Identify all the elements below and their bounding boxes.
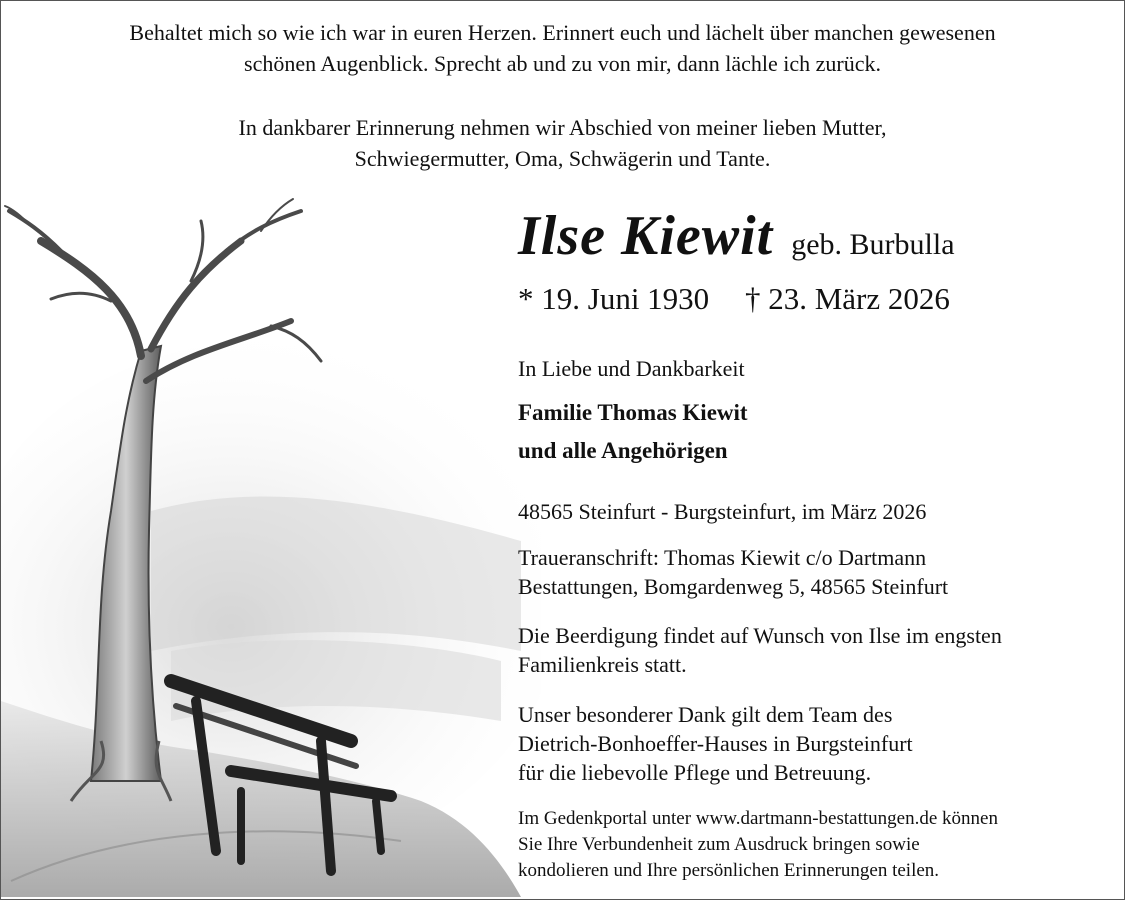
address-line: Bestattungen, Bomgardenweg 5, 48565 Steinfurt — [518, 574, 949, 599]
poem-line: Behaltet mich so wie ich war in euren Herzen. Erinnert euch und lächelt über manchen gewesenen — [129, 20, 996, 45]
deceased-name-line — [518, 204, 1118, 268]
memorial-portal-note — [518, 806, 1118, 884]
relatives: und alle Angehörigen — [518, 438, 728, 463]
funeral-line: Die Beerdigung findet auf Wunsch von Ilse im engsten — [518, 623, 1002, 648]
thanks-note — [518, 700, 1118, 787]
farewell-line: In dankbarer Erinnerung nehmen wir Abschied von meiner lieben Mutter, — [238, 115, 887, 140]
funeral-line: Familienkreis statt. — [518, 652, 687, 677]
poem — [1, 17, 1124, 79]
place-date-text: 48565 Steinfurt - Burgsteinfurt, im März 2026 — [518, 499, 927, 524]
life-dates — [518, 281, 1118, 317]
place-date — [518, 497, 1118, 526]
death-date: † 23. März 2026 — [744, 281, 950, 316]
family-name: Familie Thomas Kiewit — [518, 400, 748, 425]
thanks-line: Dietrich-Bonhoeffer-Hauses in Burgsteinfurt — [518, 731, 913, 756]
farewell-text — [1, 112, 1124, 174]
funeral-info — [518, 621, 1118, 679]
portal-line: Sie Ihre Verbundenheit zum Ausdruck bringen sowie — [518, 834, 920, 855]
portal-line: kondolieren und Ihre persönlichen Erinnerungen teilen. — [518, 860, 940, 881]
deceased-name: Ilse Kiewit — [518, 205, 774, 267]
mourning-address — [518, 543, 1118, 601]
mourners-intro — [518, 354, 1118, 383]
portal-line: Im Gedenkportal unter www.dartmann-bestattungen.de können — [518, 808, 998, 829]
mourners-names — [518, 394, 1118, 470]
thanks-line: für die liebevolle Pflege und Betreuung. — [518, 760, 872, 785]
farewell-line: Schwiegermutter, Oma, Schwägerin und Tante. — [354, 146, 771, 171]
tree-and-bench-illustration — [1, 181, 541, 897]
birth-date: * 19. Juni 1930 — [518, 281, 710, 316]
address-line: Traueranschrift: Thomas Kiewit c/o Dartmann — [518, 545, 927, 570]
thanks-line: Unser besonderer Dank gilt dem Team des — [518, 702, 893, 727]
maiden-name: geb. Burbulla — [791, 228, 955, 261]
mourners-intro-text: In Liebe und Dankbarkeit — [518, 356, 745, 381]
poem-line: schönen Augenblick. Sprecht ab und zu von mir, dann lächle ich zurück. — [244, 51, 881, 76]
